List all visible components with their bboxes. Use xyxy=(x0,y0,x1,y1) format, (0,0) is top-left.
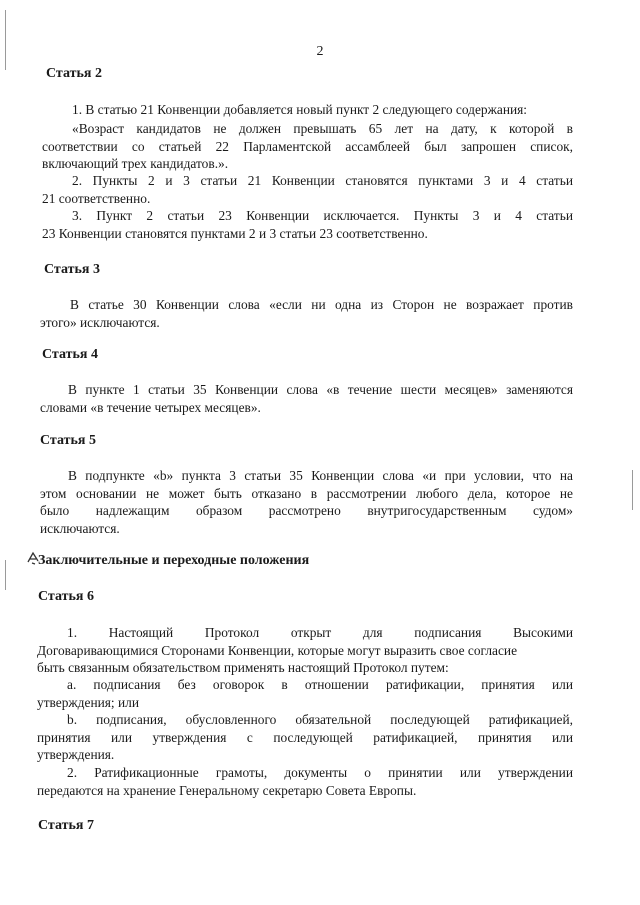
text-line: было надлежащим образом рассмотрено внутригосударственным судом» xyxy=(40,503,573,518)
text-line: 3. Пункт 2 статьи 23 Конвенции исключается. Пункты 3 и 4 статьи xyxy=(72,208,573,223)
article-6-item-a xyxy=(37,676,573,711)
text-line: Договаривающимися Сторонами Конвенции, которые могут выразить свое согласие xyxy=(37,642,518,658)
text-line: 1. Настоящий Протокол открыт для подписания Высокими xyxy=(67,625,573,640)
article-2-paragraph-1 xyxy=(72,101,572,119)
scan-edge-mark xyxy=(5,560,6,590)
text-line: соответствии со статьей 22 Парламентской ассамблеей был запрошен список, xyxy=(42,138,573,154)
article-2-paragraph-2 xyxy=(42,172,573,207)
text-line: этом основании не может быть отказано в рассмотрении любого дела, которое не xyxy=(40,485,573,501)
text-line: исключаются. xyxy=(40,520,120,536)
text-line: В подпункте «b» пункта 3 статьи 35 Конвенции слова «и при условии, что на xyxy=(68,468,573,483)
text-line: 2. Пункты 2 и 3 статьи 21 Конвенции становятся пунктами 3 и 4 статьи xyxy=(72,173,573,188)
article-2-quote xyxy=(42,120,573,173)
article-7-heading: Статья 7 xyxy=(38,818,94,833)
scan-edge-mark xyxy=(632,470,633,510)
article-4-text xyxy=(40,381,573,416)
article-6-paragraph-2 xyxy=(37,764,573,799)
article-5-heading: Статья 5 xyxy=(40,433,96,448)
text-line: 1. В статью 21 Конвенции добавляется новый пункт 2 следующего содержания: xyxy=(72,102,528,117)
page-number: 2 xyxy=(316,44,324,59)
text-line: включающий трех кандидатов.». xyxy=(42,156,229,171)
text-line: словами «в течение четырех месяцев». xyxy=(40,399,261,415)
text-line: 23 Конвенции становятся пунктами 2 и 3 статьи 23 соответственно. xyxy=(42,225,428,241)
article-6-paragraph-1 xyxy=(37,624,573,677)
text-line: быть связанным обязательством применять настоящий Протокол путем: xyxy=(37,660,449,675)
article-3-heading: Статья 3 xyxy=(44,262,100,277)
text-line: принятия или утверждения с последующей ратификацией, принятия или xyxy=(37,729,573,745)
text-line: В статье 30 Конвенции слова «если ни одна из Сторон не возражает против xyxy=(70,297,573,312)
text-line: утверждения. xyxy=(37,747,115,762)
article-2-heading: Статья 2 xyxy=(46,66,102,81)
article-5-text xyxy=(40,467,573,537)
text-line: a. подписания без оговорок в отношении ратификации, принятия или xyxy=(67,677,573,692)
text-line: b. подписания, обусловленного обязательной последующей ратификацией, xyxy=(67,712,573,727)
text-line: «Возраст кандидатов не должен превышать 65 лет на дату, к которой в xyxy=(72,121,573,136)
text-line: передаются на хранение Генеральному секретарю Совета Европы. xyxy=(37,782,417,798)
article-6-item-b xyxy=(37,711,573,764)
final-provisions-heading: Заключительные и переходные положения xyxy=(38,553,310,568)
article-2-paragraph-3 xyxy=(42,207,573,242)
scan-edge-mark xyxy=(5,10,6,70)
article-4-heading: Статья 4 xyxy=(42,347,98,362)
article-3-text xyxy=(40,296,573,331)
text-line: утверждения; или xyxy=(37,694,140,710)
text-line: 2. Ратификационные грамоты, документы о принятии или утверждении xyxy=(67,765,573,780)
text-line: В пункте 1 статьи 35 Конвенции слова «в течение шести месяцев» заменяются xyxy=(68,382,573,397)
article-6-heading: Статья 6 xyxy=(38,589,94,604)
text-line: этого» исключаются. xyxy=(40,314,160,330)
text-line: 21 соответственно. xyxy=(42,190,151,206)
